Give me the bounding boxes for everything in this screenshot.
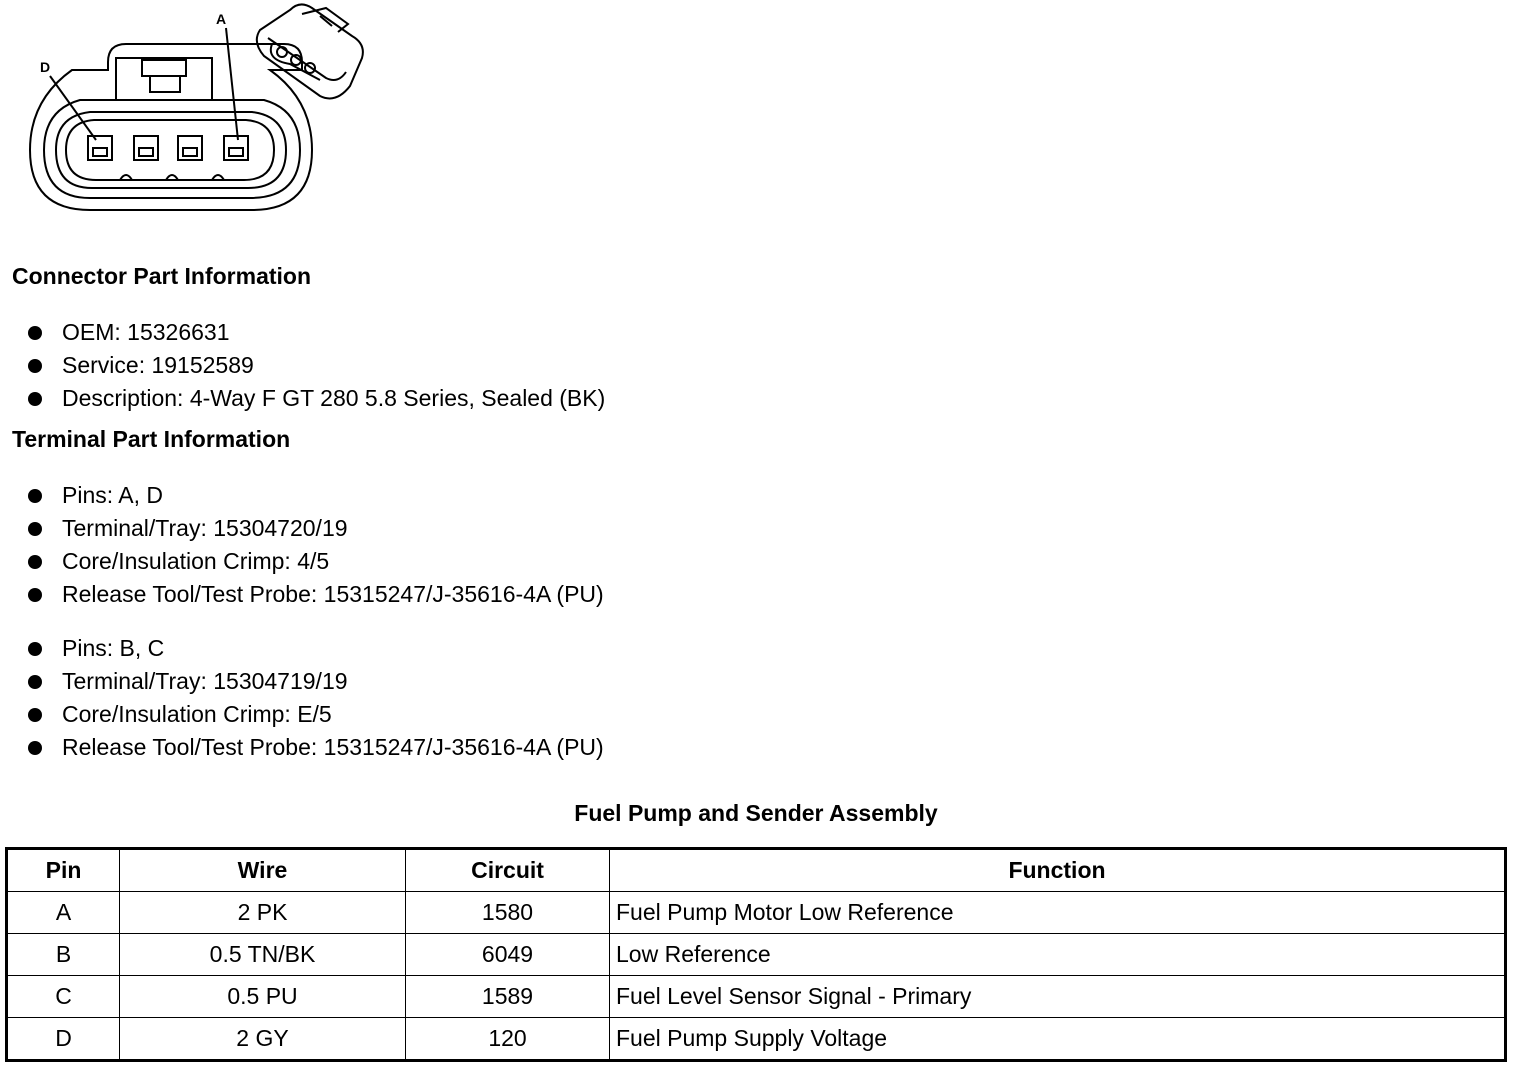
connector-part-heading: Connector Part Information: [12, 263, 312, 289]
table-title: Fuel Pump and Sender Assembly: [574, 800, 938, 826]
terminal-group-2: [28, 632, 604, 764]
cell-pin: B: [7, 934, 120, 976]
bullet-icon: [28, 555, 42, 569]
list-item: Pins: A, D: [28, 479, 604, 512]
bullet-icon: [28, 741, 42, 755]
column-header-circuit: Circuit: [406, 849, 610, 892]
bullet-icon: [28, 642, 42, 656]
list-item: Service: 19152589: [28, 349, 605, 382]
cavity-c: [134, 136, 158, 160]
table-row: [7, 892, 1506, 934]
cell-pin: D: [7, 1018, 120, 1061]
cell-function: Fuel Pump Supply Voltage: [610, 1018, 1506, 1061]
list-item: Terminal/Tray: 15304719/19: [28, 665, 604, 698]
cavity-d: [88, 136, 112, 160]
list-item: Core/Insulation Crimp: E/5: [28, 698, 604, 731]
latch-housing: [116, 58, 212, 100]
cell-circuit: 6049: [406, 934, 610, 976]
list-item: Description: 4-Way F GT 280 5.8 Series, Sealed (BK): [28, 382, 605, 415]
bullet-icon: [28, 489, 42, 503]
cell-wire: 2 GY: [120, 1018, 406, 1061]
table-header-row: [7, 849, 1506, 892]
table-row: [7, 934, 1506, 976]
cell-circuit: 120: [406, 1018, 610, 1061]
cavity-a: [224, 136, 248, 160]
cavity-b: [178, 136, 202, 160]
cell-pin: C: [7, 976, 120, 1018]
list-item: Pins: B, C: [28, 632, 604, 665]
pinout-table: [5, 847, 1507, 1062]
column-header-wire: Wire: [120, 849, 406, 892]
table-row: [7, 976, 1506, 1018]
list-item: Terminal/Tray: 15304720/19: [28, 512, 604, 545]
list-item: Core/Insulation Crimp: 4/5: [28, 545, 604, 578]
table-row: [7, 1018, 1506, 1061]
connector-part-list: [28, 316, 605, 415]
pin-label-a: A: [216, 11, 227, 27]
list-item: Release Tool/Test Probe: 15315247/J-35616-4A (PU): [28, 578, 604, 611]
cell-function: Low Reference: [610, 934, 1506, 976]
cell-wire: 0.5 TN/BK: [120, 934, 406, 976]
cell-circuit: 1589: [406, 976, 610, 1018]
terminal-part-heading: Terminal Part Information: [12, 426, 291, 452]
column-header-function: Function: [610, 849, 1506, 892]
bullet-icon: [28, 675, 42, 689]
column-header-pin: Pin: [7, 849, 120, 892]
terminal-group-1: [28, 479, 604, 611]
bullet-icon: [28, 708, 42, 722]
pin-label-d: D: [40, 59, 51, 75]
cell-wire: 0.5 PU: [120, 976, 406, 1018]
connector-thumbnail: [257, 4, 363, 98]
cell-pin: A: [7, 892, 120, 934]
bullet-icon: [28, 326, 42, 340]
bullet-icon: [28, 359, 42, 373]
cell-function: Fuel Level Sensor Signal - Primary: [610, 976, 1506, 1018]
cell-circuit: 1580: [406, 892, 610, 934]
cell-wire: 2 PK: [120, 892, 406, 934]
bullet-icon: [28, 522, 42, 536]
list-item: Release Tool/Test Probe: 15315247/J-35616-4A (PU): [28, 731, 604, 764]
list-item: OEM: 15326631: [28, 316, 605, 349]
bullet-icon: [28, 588, 42, 602]
bullet-icon: [28, 392, 42, 406]
connector-diagram: [20, 0, 380, 222]
cell-function: Fuel Pump Motor Low Reference: [610, 892, 1506, 934]
